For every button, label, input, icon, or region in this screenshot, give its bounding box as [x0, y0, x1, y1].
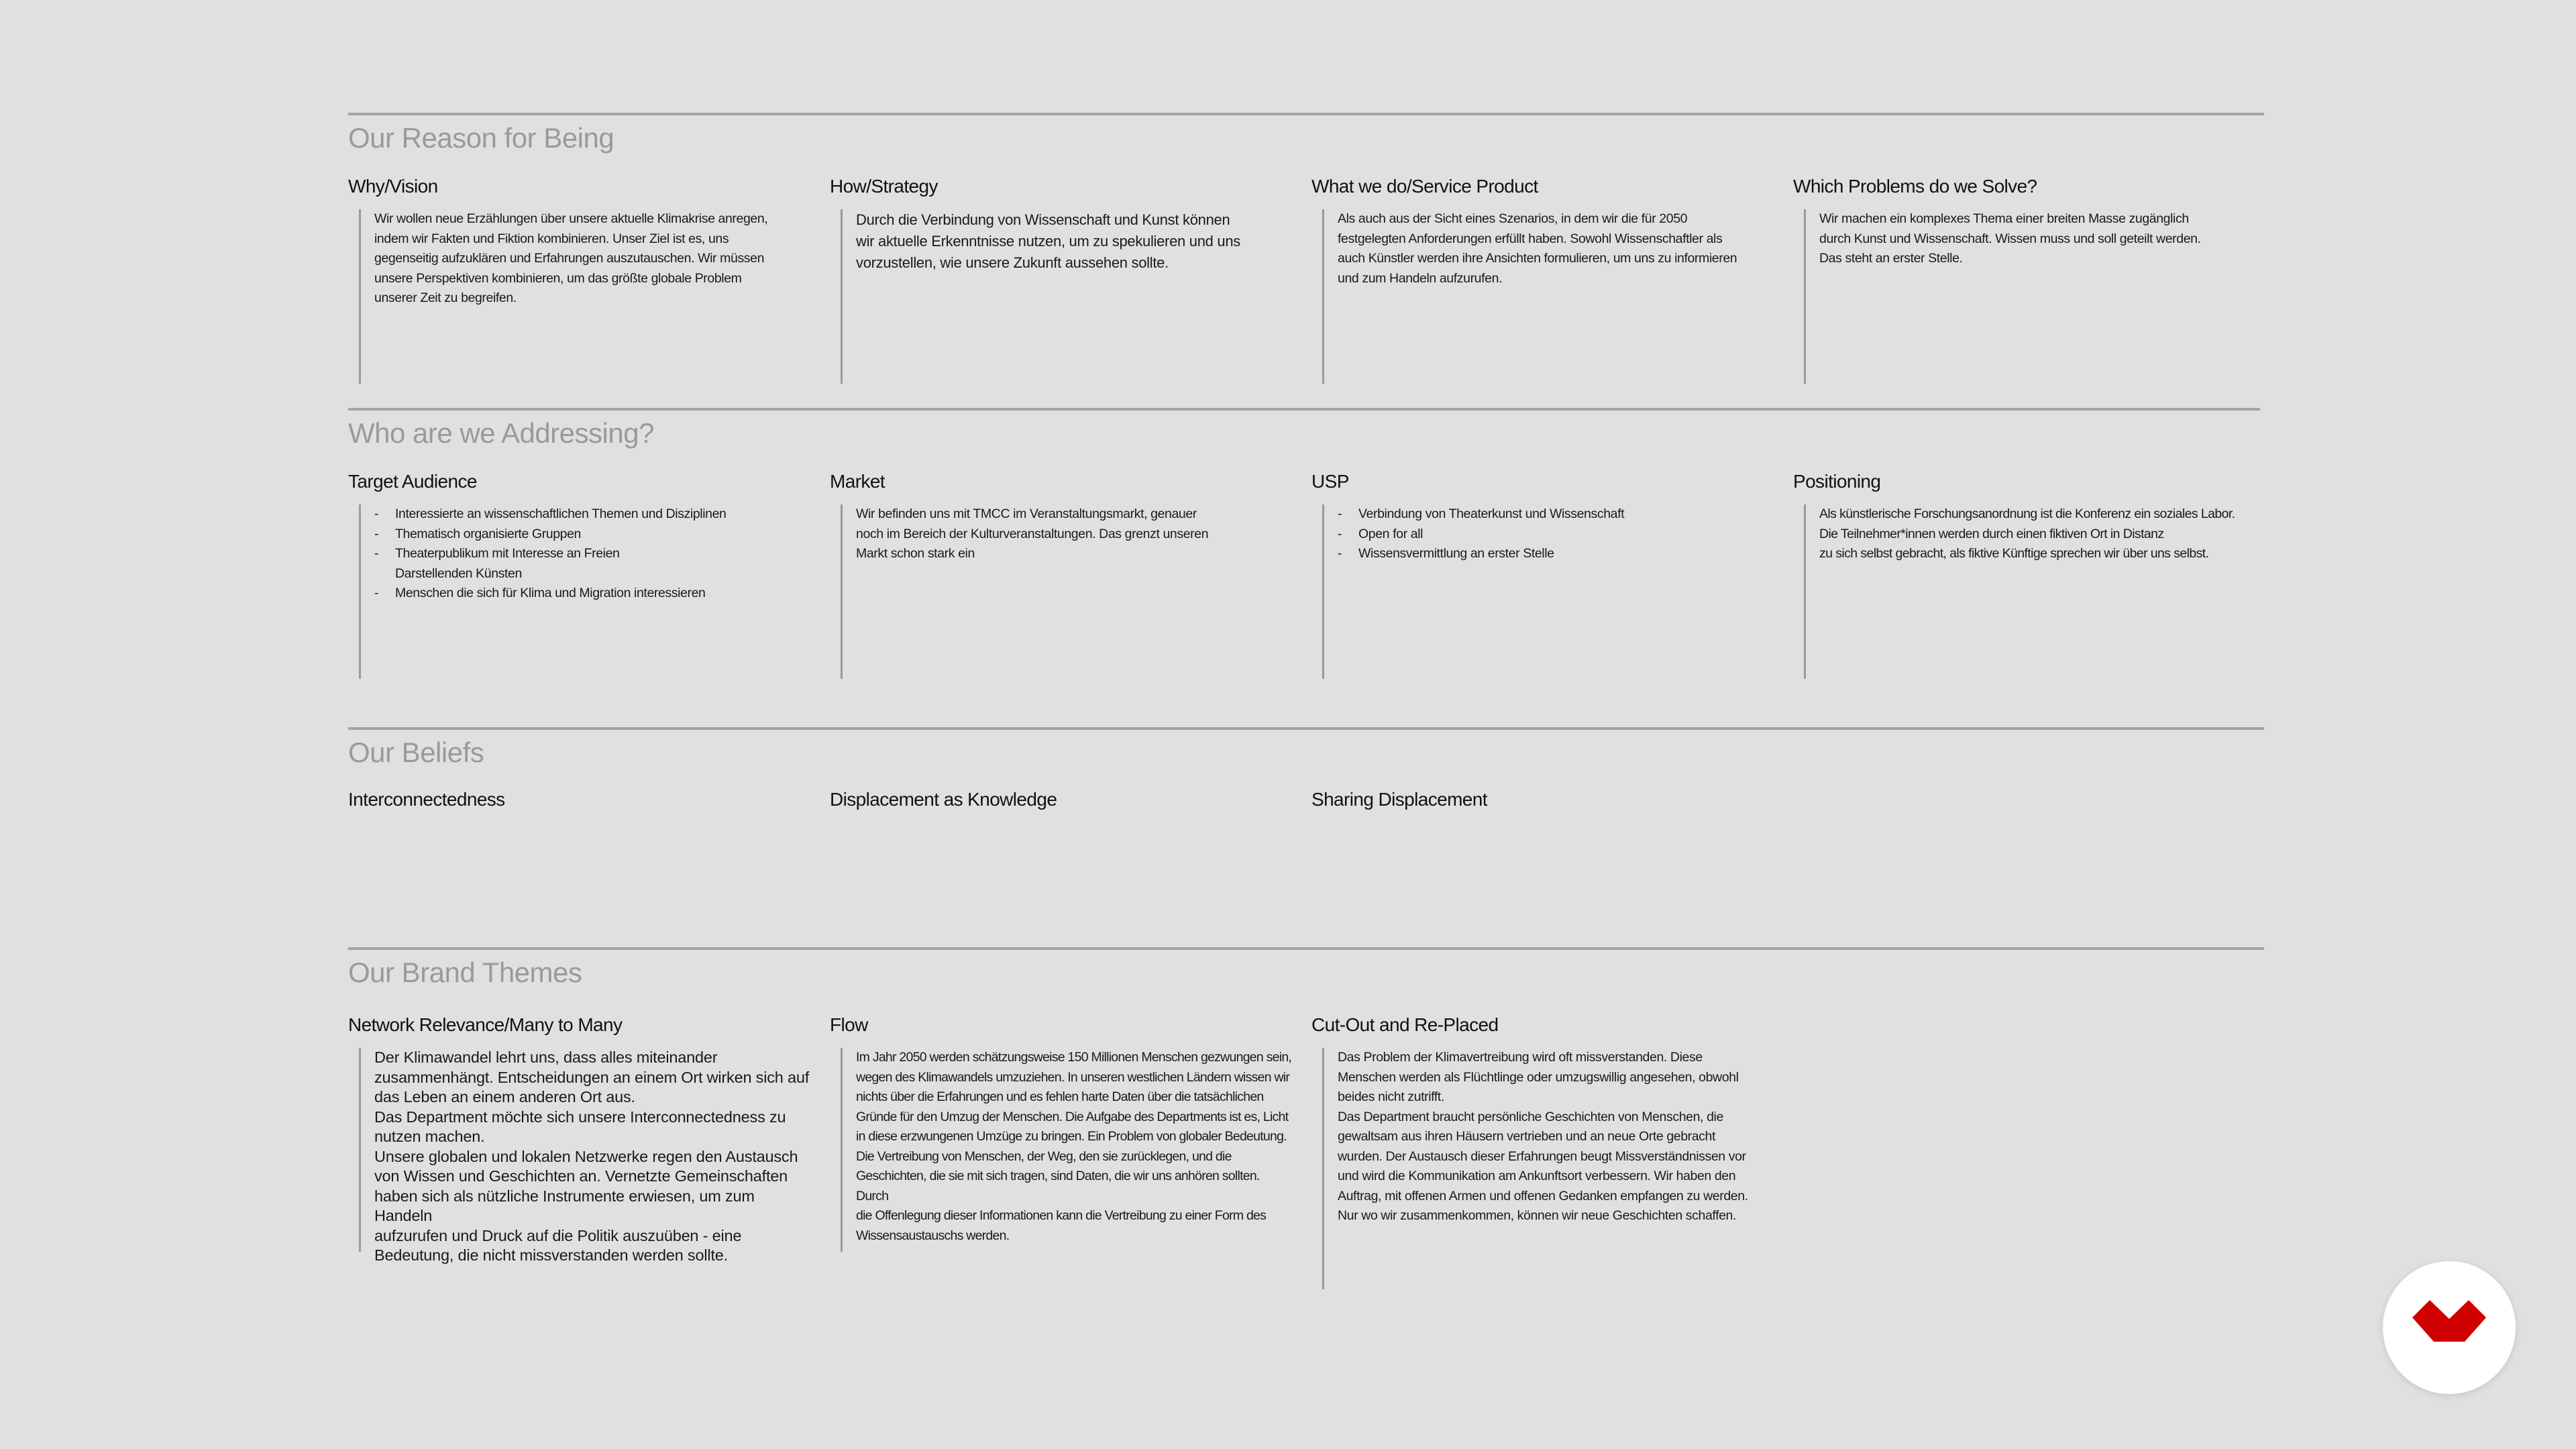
column-title: How/Strategy: [830, 176, 938, 197]
column-body: [359, 209, 767, 384]
column-text: Das Problem der Klimavertreibung wird oft missverstanden. Diese Menschen werden als Flüchtlinge oder umzugswillig angesehen, obwohl beides nicht zutrifft. Das Department braucht persönliche Geschichten von Menschen, die gewaltsam aus ihren Häusern vertrieben und an neue Orte gebracht wurden. Der Austausch dieser Erfahrungen beugt Missverständnissen vor und wird die Kommunikation am Ankunftsort verbessern. Wir haben den Auftrag, mit offenen Armen und offenen Gedanken empfangen zu werden. Nur wo wir zusammenkommen, können wir neue Geschichten schaffen.: [1338, 1050, 1748, 1223]
section-title: Our Beliefs: [348, 737, 484, 768]
column-title: Network Relevance/Many to Many: [348, 1014, 623, 1035]
column-body: [1804, 209, 2201, 384]
bullet-list: [1338, 504, 1624, 564]
column-body: [359, 1048, 811, 1264]
list-item: - Verbindung von Theaterkunst und Wissenschaft: [1338, 504, 1624, 525]
column-body: [1322, 1048, 1748, 1289]
column-title: Flow: [830, 1014, 868, 1035]
list-item: - Interessierte an wissenschaftlichen Themen und Disziplinen: [374, 504, 726, 525]
column-body: [841, 1048, 1293, 1252]
list-item: - Wissensvermittlung an erster Stelle: [1338, 544, 1624, 564]
column-title: Cut-Out and Re-Placed: [1311, 1014, 1499, 1035]
section-divider: [348, 727, 2264, 730]
column-body: [1804, 504, 2235, 679]
column-title: Why/Vision: [348, 176, 438, 197]
list-item: - Theaterpublikum mit Interesse an Freien Darstellenden Künsten: [374, 544, 726, 584]
column-text: Wir wollen neue Erzählungen über unsere aktuelle Klimakrise anregen, indem wir Fakten und Fiktion kombinieren. Unser Ziel ist es, uns gegenseitig aufzuklären und Erfahrungen auszutauschen. Wir müssen unsere Perspektiven kombinieren, um das größte globale Problem unserer Zeit zu begreifen.: [374, 211, 768, 305]
list-item: - Open for all: [1338, 525, 1624, 545]
column-text: Wir machen ein komplexes Thema einer breiten Masse zugänglich durch Kunst und Wissenschaft. Wissen muss und soll geteilt werden. Das steht an erster Stelle.: [1819, 211, 2201, 266]
column-body: [1322, 209, 1737, 384]
column-title: What we do/Service Product: [1311, 176, 1538, 197]
section-divider: [348, 408, 2260, 411]
column-title: Interconnectedness: [348, 789, 505, 810]
list-item: - Thematisch organisierte Gruppen: [374, 525, 726, 545]
bullet-list: [374, 504, 726, 604]
brand-logo-badge: [2383, 1261, 2516, 1394]
red-chevron-logo-icon: [2412, 1300, 2486, 1355]
column-body: [359, 504, 726, 679]
section-divider: [348, 947, 2264, 950]
column-text: Wir befinden uns mit TMCC im Veranstaltungsmarkt, genauer noch im Bereich der Kulturveranstaltungen. Das grenzt unseren Markt schon stark ein: [856, 506, 1209, 561]
section-title: Who are we Addressing?: [348, 417, 654, 449]
column-title: Positioning: [1793, 471, 1881, 492]
column-title: Sharing Displacement: [1311, 789, 1487, 810]
column-text: Als künstlerische Forschungsanordnung ist die Konferenz ein soziales Labor. Die Teilnehmer*innen werden durch einen fiktiven Ort in Distanz zu sich selbst gebracht, als fiktive Künftige sprechen wir über uns selbst.: [1819, 506, 2235, 561]
section-title: Our Reason for Being: [348, 122, 614, 154]
section-title: Our Brand Themes: [348, 957, 582, 988]
section-divider: [348, 113, 2264, 115]
column-body: [841, 504, 1208, 679]
column-title: Which Problems do we Solve?: [1793, 176, 2037, 197]
column-text: Der Klimawandel lehrt uns, dass alles miteinander zusammenhängt. Entscheidungen an einem Ort wirken sich auf das Leben an einem anderen Ort aus. Das Department möchte sich unsere Interconnectedness zu nutzen machen. Unsere globalen und lokalen Netzwerke regen den Austausch von Wissen und Geschichten an. Vernetzte Gemeinschaften haben sich als nützliche Instrumente erwiesen, um zum Handeln aufzurufen und Druck auf die Politik auszuüben - eine Bedeutung, die nicht missverstanden werden sollte.: [374, 1049, 810, 1264]
column-title: USP: [1311, 471, 1349, 492]
column-text: Im Jahr 2050 werden schätzungsweise 150 Millionen Menschen gezwungen sein, wegen des Klimawandels umzuziehen. In unseren westlichen Ländern wissen wir nichts über die Erfahrungen und es fehlen harte Daten über die tatsächlichen Gründe für den Umzug der Menschen. Die Aufgabe des Departments ist es, Licht in diese erzwungenen Umzüge zu bringen. Ein Problem von globaler Bedeutung. Die Vertreibung von Menschen, der Weg, den sie zurücklegen, und die Geschichten, die sie mit sich tragen, sind Daten, die wir uns anhören sollten. Durch die Offenlegung dieser Informationen kann die Vertreibung zu einer Form des Wissensaustauschs werden.: [856, 1050, 1292, 1243]
column-title: Displacement as Knowledge: [830, 789, 1057, 810]
column-body: [841, 209, 1240, 384]
column-body: [1322, 504, 1624, 679]
list-item: - Menschen die sich für Klima und Migration interessieren: [374, 584, 726, 604]
column-text: Durch die Verbindung von Wissenschaft und Kunst können wir aktuelle Erkenntnisse nutzen, um zu spekulieren und uns vorzustellen, wie unsere Zukunft aussehen sollte.: [856, 211, 1240, 271]
column-title: Market: [830, 471, 885, 492]
column-text: Als auch aus der Sicht eines Szenarios, in dem wir die für 2050 festgelegten Anforderungen erfüllt haben. Sowohl Wissenschaftler als auch Künstler werden ihre Ansichten formulieren, um uns zu informieren und zum Handeln aufzurufen.: [1338, 211, 1737, 286]
column-title: Target Audience: [348, 471, 477, 492]
